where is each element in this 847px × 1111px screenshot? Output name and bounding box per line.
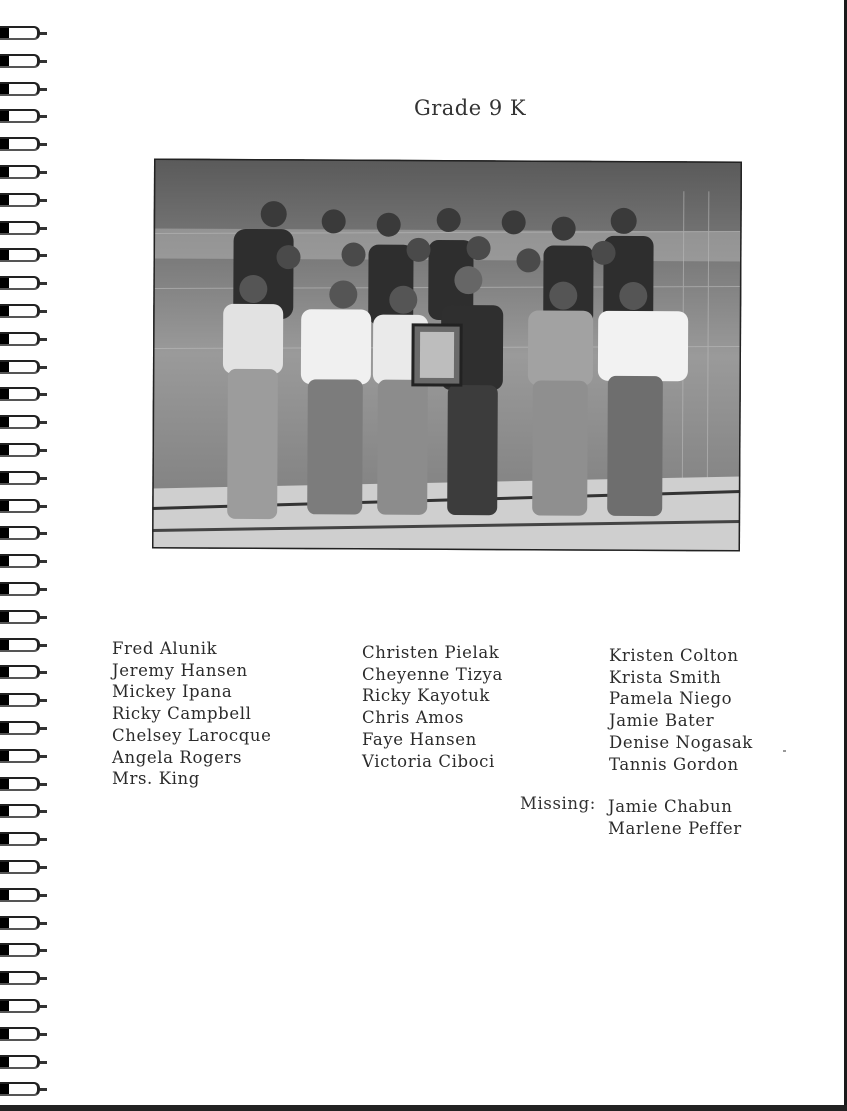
roster-name: Victoria Ciboci <box>362 751 495 771</box>
binding-hole <box>40 699 47 702</box>
roster-name: Tannis Gordon <box>609 754 739 774</box>
binding-hole <box>40 866 47 869</box>
binding-hole <box>40 588 47 591</box>
binding-ring <box>0 610 40 624</box>
class-photo <box>152 158 742 551</box>
binding-hole <box>40 282 47 285</box>
binding-hole <box>40 254 47 257</box>
roster-name: Denise Nogasak <box>609 732 753 752</box>
spiral-binding <box>0 0 52 1111</box>
roster-name: Chris Amos <box>362 708 465 728</box>
binding-ring <box>0 248 40 262</box>
binding-ring <box>0 499 40 513</box>
binding-ring <box>0 638 40 652</box>
missing-label: Missing: <box>520 794 596 813</box>
binding-ring <box>0 1055 40 1069</box>
binding-hole <box>40 60 47 63</box>
binding-ring <box>0 721 40 735</box>
binding-ring <box>0 276 40 290</box>
binding-hole <box>40 449 47 452</box>
binding-hole <box>40 1061 47 1064</box>
binding-ring <box>0 471 40 485</box>
binding-ring <box>0 82 40 96</box>
binding-hole <box>40 1033 47 1036</box>
binding-hole <box>40 755 47 758</box>
roster-name: Christen Pielak <box>362 643 500 662</box>
roster-name: Marlene Peffer <box>608 818 742 838</box>
binding-ring <box>0 999 40 1013</box>
photo-icon <box>152 158 742 551</box>
binding-ring <box>0 165 40 179</box>
binding-hole <box>40 1005 47 1008</box>
binding-hole <box>40 1088 47 1091</box>
roster-name: Jamie Chabun <box>608 797 733 816</box>
binding-ring <box>0 1082 40 1096</box>
binding-ring <box>0 137 40 151</box>
binding-ring <box>0 443 40 457</box>
binding-ring <box>0 304 40 318</box>
binding-hole <box>40 616 47 619</box>
binding-hole <box>40 783 47 786</box>
binding-ring <box>0 54 40 68</box>
binding-hole <box>40 338 47 341</box>
binding-ring <box>0 860 40 874</box>
roster-name: Mrs. King <box>112 769 200 789</box>
roster-name: Krista Smith <box>609 667 722 687</box>
binding-ring <box>0 582 40 596</box>
binding-ring <box>0 832 40 846</box>
binding-hole <box>40 477 47 480</box>
roster-column-2 <box>362 642 503 772</box>
binding-ring <box>0 332 40 346</box>
binding-hole <box>40 199 47 202</box>
binding-ring <box>0 387 40 401</box>
binding-ring <box>0 804 40 818</box>
binding-hole <box>40 671 47 674</box>
binding-ring <box>0 26 40 40</box>
binding-ring <box>0 221 40 235</box>
binding-hole <box>40 922 47 925</box>
scan-speck <box>783 750 786 752</box>
page-edge-bottom <box>0 1105 847 1111</box>
roster-name: Kristen Colton <box>609 646 739 665</box>
roster-name: Cheyenne Tizya <box>362 664 503 684</box>
binding-hole <box>40 310 47 313</box>
roster-name: Angela Rogers <box>112 747 243 767</box>
binding-hole <box>40 393 47 396</box>
binding-ring <box>0 1027 40 1041</box>
binding-ring <box>0 749 40 763</box>
binding-ring <box>0 554 40 568</box>
binding-hole <box>40 421 47 424</box>
binding-hole <box>40 977 47 980</box>
roster-name: Jamie Bater <box>609 711 715 731</box>
binding-ring <box>0 526 40 540</box>
binding-hole <box>40 227 47 230</box>
binding-ring <box>0 360 40 374</box>
roster-name: Ricky Kayotuk <box>362 686 490 706</box>
binding-hole <box>40 727 47 730</box>
binding-ring <box>0 971 40 985</box>
binding-hole <box>40 143 47 146</box>
binding-ring <box>0 693 40 707</box>
roster-name: Ricky Campbell <box>112 704 252 724</box>
page-title: Grade 9 K <box>413 96 527 120</box>
binding-hole <box>40 560 47 563</box>
binding-ring <box>0 193 40 207</box>
binding-hole <box>40 644 47 647</box>
binding-hole <box>40 32 47 35</box>
binding-ring <box>0 777 40 791</box>
roster-name: Chelsey Larocque <box>112 725 272 745</box>
binding-hole <box>40 532 47 535</box>
roster-name: Pamela Niego <box>609 689 733 709</box>
binding-ring <box>0 888 40 902</box>
roster-name: Jeremy Hansen <box>112 660 248 680</box>
binding-hole <box>40 838 47 841</box>
binding-ring <box>0 665 40 679</box>
roster-column-3 <box>609 645 753 775</box>
roster-column-1 <box>112 638 272 790</box>
binding-hole <box>40 171 47 174</box>
binding-hole <box>40 88 47 91</box>
binding-hole <box>40 366 47 369</box>
roster-name: Faye Hansen <box>362 729 477 749</box>
binding-hole <box>40 505 47 508</box>
missing-list <box>608 796 742 839</box>
binding-ring <box>0 916 40 930</box>
binding-ring <box>0 943 40 957</box>
binding-hole <box>40 894 47 897</box>
roster-name: Mickey Ipana <box>112 682 233 702</box>
binding-ring <box>0 415 40 429</box>
roster-name: Fred Alunik <box>112 639 218 658</box>
binding-hole <box>40 810 47 813</box>
binding-hole <box>40 949 47 952</box>
